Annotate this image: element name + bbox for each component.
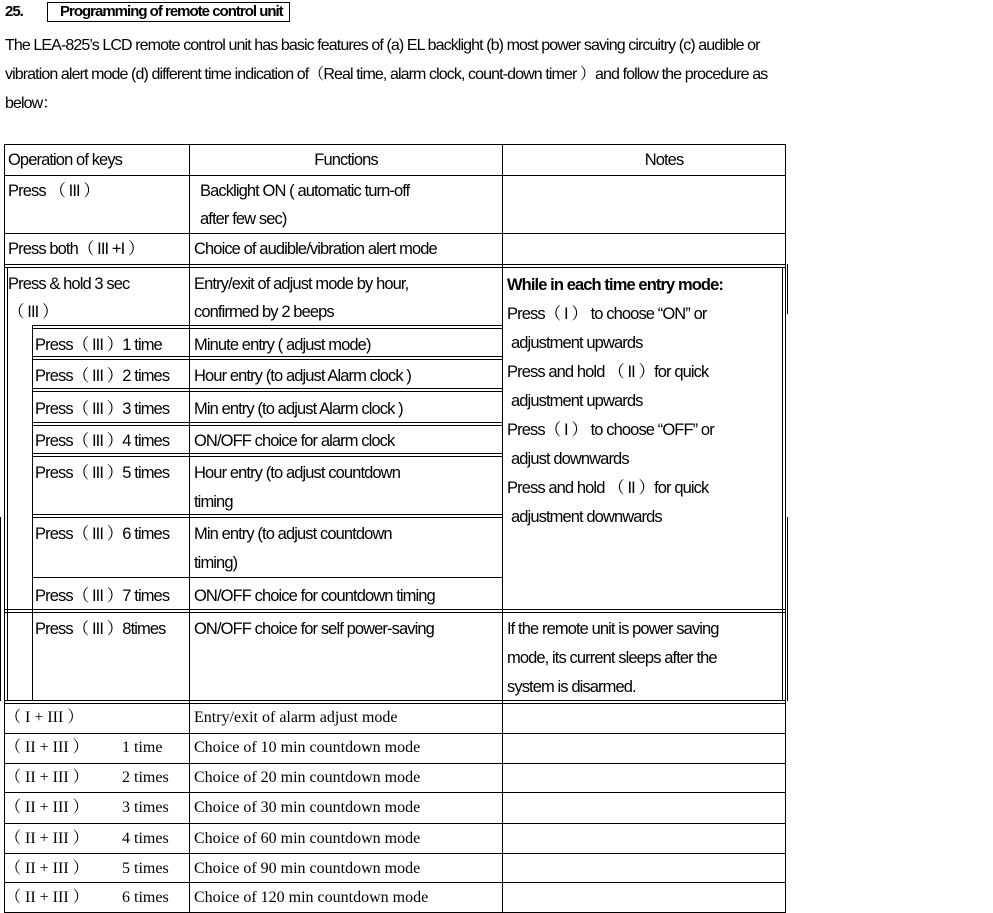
op-backlight: Press （ III ） <box>8 182 99 200</box>
countdown-function: Choice of 120 min countdown mode <box>194 889 429 906</box>
op-adjust-2: （ III ） <box>8 303 58 321</box>
fn-alert: Choice of audible/vibration alert mode <box>194 240 437 258</box>
countdown-keys: （ II + III ） <box>5 860 89 877</box>
sub-op-5: Press（ III ）5 times <box>35 464 170 482</box>
countdown-function: Choice of 90 min countdown mode <box>194 860 421 877</box>
op-alarm-adjust: （ I + III ） <box>5 709 84 726</box>
sub-op-1: Press（ III ）1 time <box>35 336 162 354</box>
countdown-times: 2 times <box>122 769 169 786</box>
header-operation: Operation of keys <box>8 151 123 169</box>
time-entry-notes <box>507 271 785 532</box>
sub-fn-6b: timing) <box>194 554 238 572</box>
note-power-saving-2: mode, its current sleeps after the <box>507 649 717 667</box>
note-power-saving-3: system is disarmed. <box>507 678 636 696</box>
time-entry-notes-title: While in each time entry mode: <box>507 276 723 294</box>
fn-backlight-1: Backlight ON ( automatic turn-off <box>200 182 410 200</box>
header-functions: Functions <box>314 151 378 169</box>
sub-fn-2: Hour entry (to adjust Alarm clock ) <box>194 367 411 385</box>
fn-power-saving: ON/OFF choice for self power-saving <box>194 620 434 638</box>
sub-fn-7: ON/OFF choice for countdown timing <box>194 587 435 605</box>
fn-adjust-2: confirmed by 2 beeps <box>194 303 334 321</box>
notes-line: adjustment downwards <box>511 508 662 526</box>
op-adjust-1: Press & hold 3 sec <box>8 275 130 293</box>
notes-line: Press and hold （ II ）for quick <box>507 479 709 497</box>
op-alert: Press both（ III +I ） <box>8 240 144 258</box>
sub-fn-1: Minute entry ( adjust mode) <box>194 336 371 354</box>
countdown-keys: （ II + III ） <box>5 769 89 786</box>
countdown-times: 5 times <box>122 860 169 877</box>
fn-backlight-2: after few sec) <box>200 210 287 228</box>
countdown-times: 1 time <box>122 739 163 756</box>
sub-op-4: Press（ III ）4 times <box>35 432 170 450</box>
notes-line: Press（ I ） to choose “ON” or <box>507 305 707 323</box>
sub-op-2: Press（ III ）2 times <box>35 367 170 385</box>
notes-line: adjustment upwards <box>511 392 643 410</box>
countdown-keys: （ II + III ） <box>5 830 89 847</box>
fn-alarm-adjust: Entry/exit of alarm adjust mode <box>194 709 398 726</box>
countdown-times: 6 times <box>122 889 169 906</box>
sub-op-7: Press（ III ）7 times <box>35 587 170 605</box>
note-power-saving-1: If the remote unit is power saving <box>507 620 719 638</box>
sub-fn-5b: timing <box>194 493 233 511</box>
sub-fn-5a: Hour entry (to adjust countdown <box>194 464 400 482</box>
op-power-saving: Press（ III ）8times <box>35 620 166 638</box>
header-notes: Notes <box>644 151 684 169</box>
countdown-function: Choice of 20 min countdown mode <box>194 769 421 786</box>
countdown-keys: （ II + III ） <box>5 889 89 906</box>
countdown-times: 4 times <box>122 830 169 847</box>
intro-line: vibration alert mode (d) different time indication of（Real time, alarm clock, count-down timer ）and follow the procedure as <box>5 66 768 83</box>
intro-paragraph <box>5 31 993 118</box>
notes-line: adjustment upwards <box>511 334 643 352</box>
countdown-function: Choice of 60 min countdown mode <box>194 830 421 847</box>
notes-line: Press（ I ） to choose “OFF” or <box>507 421 714 439</box>
fn-adjust-1: Entry/exit of adjust mode by hour, <box>194 275 409 293</box>
sub-op-6: Press（ III ）6 times <box>35 525 170 543</box>
intro-line: below： <box>5 95 58 112</box>
sub-fn-3: Min entry (to adjust Alarm clock ) <box>194 400 403 418</box>
sub-fn-6a: Min entry (to adjust countdown <box>194 525 392 543</box>
section-heading <box>5 2 290 22</box>
notes-line: adjust downwards <box>511 450 629 468</box>
countdown-function: Choice of 10 min countdown mode <box>194 739 421 756</box>
sub-fn-4: ON/OFF choice for alarm clock <box>194 432 395 450</box>
countdown-times: 3 times <box>122 799 169 816</box>
countdown-keys: （ II + III ） <box>5 799 89 816</box>
section-title: Programming of remote control unit <box>47 2 290 22</box>
sub-op-3: Press（ III ）3 times <box>35 400 170 418</box>
countdown-keys: （ II + III ） <box>5 739 89 756</box>
intro-line: The LEA-825’s LCD remote control unit has basic features of (a) EL backlight (b) most power saving circuitry (c) audible or <box>5 37 760 54</box>
section-number: 25. <box>5 3 23 20</box>
notes-line: Press and hold （ II ）for quick <box>507 363 709 381</box>
countdown-function: Choice of 30 min countdown mode <box>194 799 421 816</box>
